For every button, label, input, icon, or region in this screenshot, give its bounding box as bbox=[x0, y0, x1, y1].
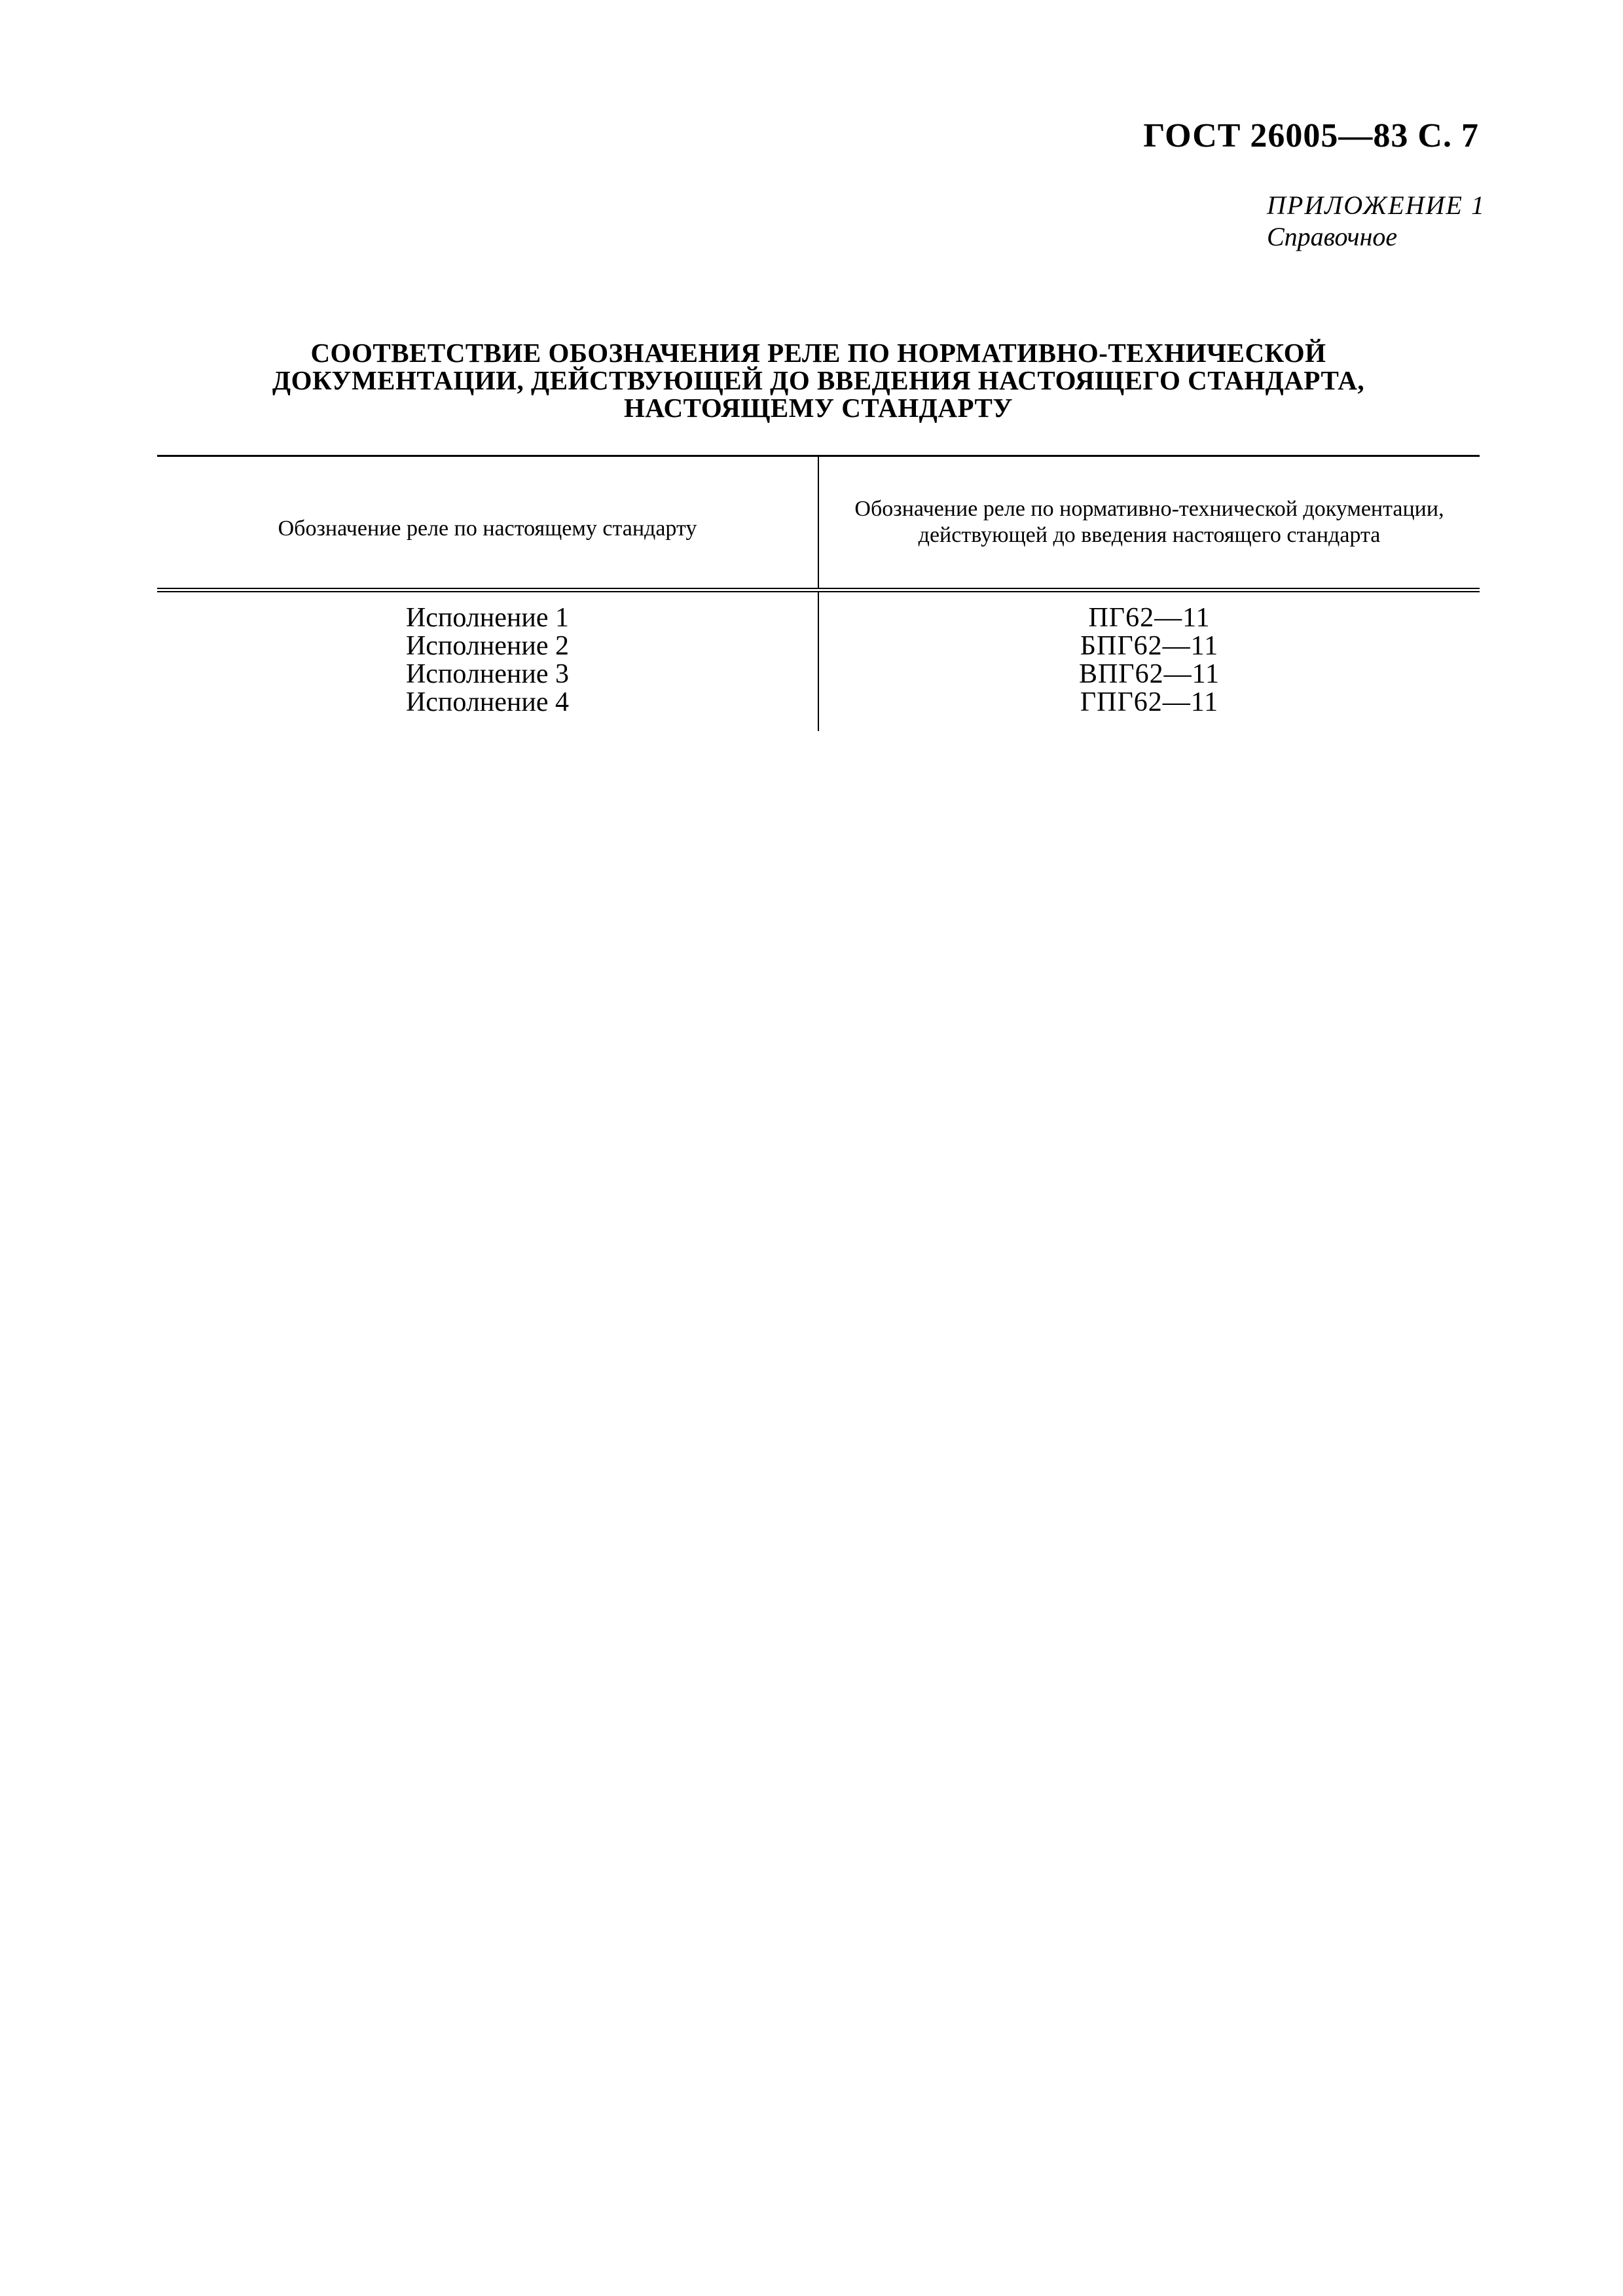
page-header: ГОСТ 26005—83 С. 7 bbox=[1143, 117, 1479, 154]
cell-previous-designation: БПГ62—11 bbox=[1080, 631, 1219, 661]
cell-current-designation: Исполнение 4 bbox=[157, 689, 818, 731]
title-line: ДОКУМЕНТАЦИИ, ДЕЙСТВУЮЩЕЙ ДО ВВЕДЕНИЯ НАСТОЯЩЕГО СТАНДАРТА, bbox=[272, 365, 1365, 395]
table-row bbox=[157, 590, 1480, 633]
cell-previous-designation: ГПГ62—11 bbox=[1080, 687, 1219, 717]
designation-table bbox=[157, 455, 1480, 731]
appendix-label: ПРИЛОЖЕНИЕ 1 bbox=[1267, 190, 1486, 220]
cell-current-designation: Исполнение 2 bbox=[157, 632, 818, 660]
appendix-block bbox=[1267, 190, 1486, 253]
cell-previous-designation: ВПГ62—11 bbox=[1078, 659, 1220, 689]
column-header-previous: Обозначение реле по нормативно-технической документации, действующей до введения настоящего стандарта bbox=[818, 456, 1480, 590]
cell-previous-designation: ПГ62—11 bbox=[1088, 603, 1211, 633]
appendix-type: Справочное bbox=[1267, 222, 1398, 251]
cell-current-designation: Исполнение 3 bbox=[157, 660, 818, 689]
column-header-current: Обозначение реле по настоящему стандарту bbox=[157, 456, 818, 590]
document-title bbox=[157, 339, 1480, 422]
table-header-row bbox=[157, 456, 1480, 590]
title-line: СООТВЕТСТВИЕ ОБОЗНАЧЕНИЯ РЕЛЕ ПО НОРМАТИВНО-ТЕХНИЧЕСКОЙ bbox=[310, 338, 1326, 368]
table-row bbox=[157, 660, 1480, 689]
title-line: НАСТОЯЩЕМУ СТАНДАРТУ bbox=[624, 393, 1013, 423]
table-row bbox=[157, 632, 1480, 660]
table-row bbox=[157, 689, 1480, 731]
cell-current-designation: Исполнение 1 bbox=[157, 590, 818, 633]
